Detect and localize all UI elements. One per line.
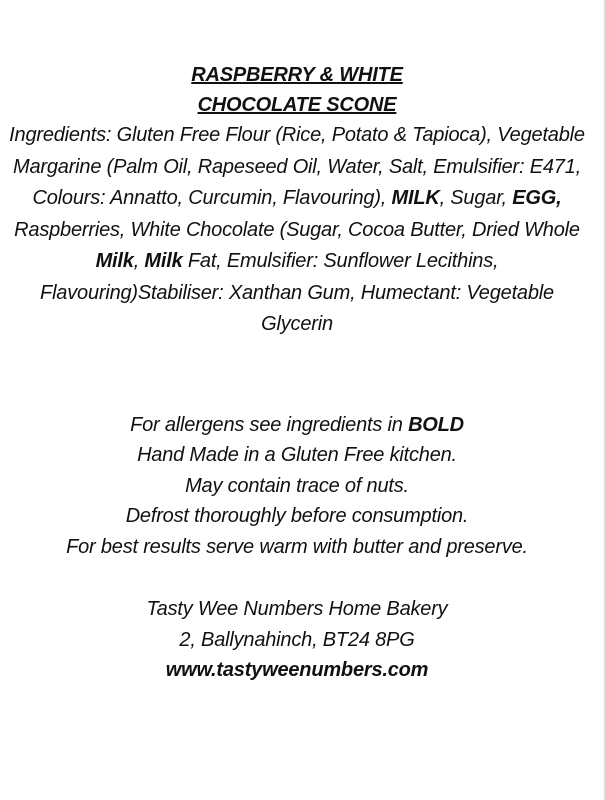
defrost-note: Defrost thoroughly before consumption. bbox=[125, 505, 469, 527]
allergen-note-bold: BOLD bbox=[408, 413, 464, 436]
allergen-milk: MILK bbox=[391, 187, 440, 209]
handmade-note: Hand Made in a Gluten Free kitchen. bbox=[137, 444, 457, 466]
ingredients-part-2: , Sugar, bbox=[439, 187, 513, 209]
serving-note: For best results serve warm with butter and preserve. bbox=[66, 535, 528, 558]
product-label bbox=[8, 60, 586, 686]
ingredients-part-3: Raspberries, White Chocolate (Sugar, Cocoa Butter, Dried Whole bbox=[14, 218, 580, 241]
ingredients-part-1: Ingredients: Gluten Free Flour (Rice, Potato & Tapioca), Vegetable Margarine (Palm Oil, Rapeseed Oil, Water, Salt, Emulsifier: E471, Colours: Annatto, Curcumin, Flavouring), bbox=[9, 124, 585, 209]
product-title-line-1: RASPBERRY & WHITE bbox=[191, 64, 403, 86]
allergen-note bbox=[8, 410, 586, 441]
allergen-note-text: For allergens see ingredients in bbox=[130, 413, 409, 436]
notes-block bbox=[8, 410, 586, 563]
ingredients-text bbox=[8, 120, 586, 341]
nuts-note: May contain trace of nuts. bbox=[185, 474, 409, 497]
ingredients-part-5: Fat, Emulsifier: Sunflower Lecithins, Flavouring)Stabiliser: Xanthan Gum, Humectant: Vegetable Glycerin bbox=[40, 250, 554, 335]
ingredients-part-4: , bbox=[133, 250, 145, 272]
bakery-address: 2, Ballynahinch, BT24 8PG bbox=[179, 628, 415, 651]
bakery-name: Tasty Wee Numbers Home Bakery bbox=[146, 598, 448, 620]
allergen-milk-3: Milk bbox=[144, 250, 183, 272]
allergen-milk-2: Milk bbox=[95, 250, 134, 272]
bakery-info bbox=[8, 594, 586, 686]
bakery-website: www.tastyweenumbers.com bbox=[165, 659, 429, 681]
allergen-egg: EGG, bbox=[512, 187, 562, 209]
product-title-line-2: CHOCOLATE SCONE bbox=[197, 94, 397, 116]
product-title bbox=[8, 60, 586, 120]
